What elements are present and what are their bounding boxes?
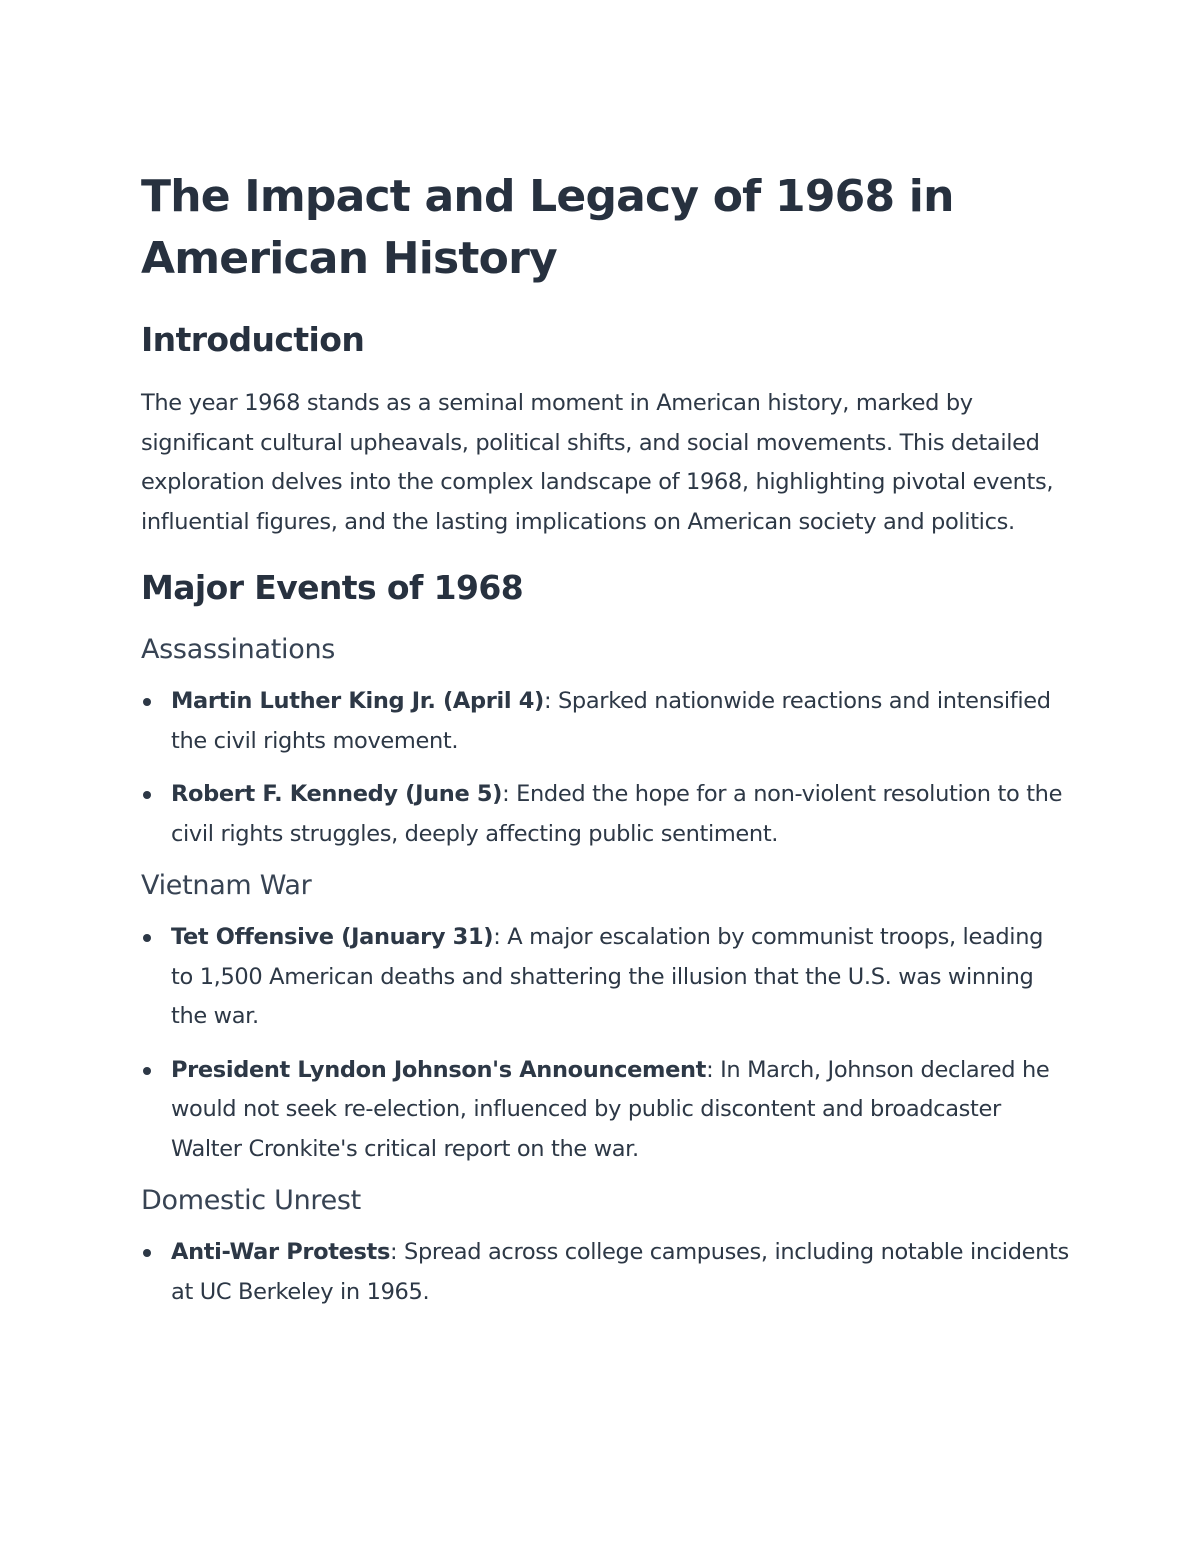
list-item-text: : Sparked nationwide reactions and intensified the civil rights movement.	[171, 688, 1051, 754]
assassinations-heading: Assassinations	[141, 634, 336, 665]
list-item-label: Tet Offensive (January 31)	[171, 924, 494, 950]
introduction-heading: Introduction	[141, 320, 365, 359]
bullet-icon	[143, 1067, 151, 1075]
list-item	[141, 775, 1071, 854]
bullet-icon	[143, 791, 151, 799]
list-item	[141, 1233, 1071, 1312]
list-item-text: : A major escalation by communist troops, leading to 1,500 American deaths and shattering the illusion that the U.S. was winning the war.	[171, 924, 1044, 1029]
list-item	[141, 918, 1071, 1037]
list-item-label: Anti-War Protests	[171, 1239, 391, 1265]
introduction-section	[141, 318, 1071, 542]
list-item-text: : Spread across college campuses, including notable incidents at UC Berkeley in 1965.	[171, 1239, 1069, 1305]
domestic-unrest-heading: Domestic Unrest	[141, 1185, 361, 1216]
major-events-heading: Major Events of 1968	[141, 568, 524, 607]
list-item-text: : In March, Johnson declared he would not seek re-election, influenced by public discontent and broadcaster Walter Cronkite's critical report on the war.	[171, 1056, 1050, 1162]
introduction-paragraph: The year 1968 stands as a seminal moment in American history, marked by significant cultural upheavals, political shifts, and social movements. This detailed exploration delves into the complex landscape of 1968, highlighting pivotal events, influential figures, and the lasting implications on American society and politics.	[141, 390, 1054, 535]
assassinations-list	[141, 682, 1071, 854]
major-events-section	[141, 566, 1071, 1312]
document-title: The Impact and Legacy of 1968 in American History	[141, 171, 954, 284]
list-item-label: Robert F. Kennedy (June 5)	[171, 781, 503, 807]
vietnam-war-list	[141, 918, 1071, 1169]
bullet-icon	[143, 1249, 151, 1257]
list-item	[141, 682, 1071, 761]
list-item	[141, 1051, 1071, 1170]
list-item-label: Martin Luther King Jr. (April 4)	[171, 688, 544, 714]
list-item-text: : Ended the hope for a non-violent resolution to the civil rights struggles, deeply affecting public sentiment.	[171, 781, 1063, 847]
list-item-label: President Lyndon Johnson's Announcement	[171, 1056, 707, 1083]
domestic-unrest-list	[141, 1233, 1071, 1312]
vietnam-war-heading: Vietnam War	[141, 870, 312, 901]
bullet-icon	[143, 934, 151, 942]
bullet-icon	[143, 698, 151, 706]
document-page	[141, 166, 1071, 1326]
